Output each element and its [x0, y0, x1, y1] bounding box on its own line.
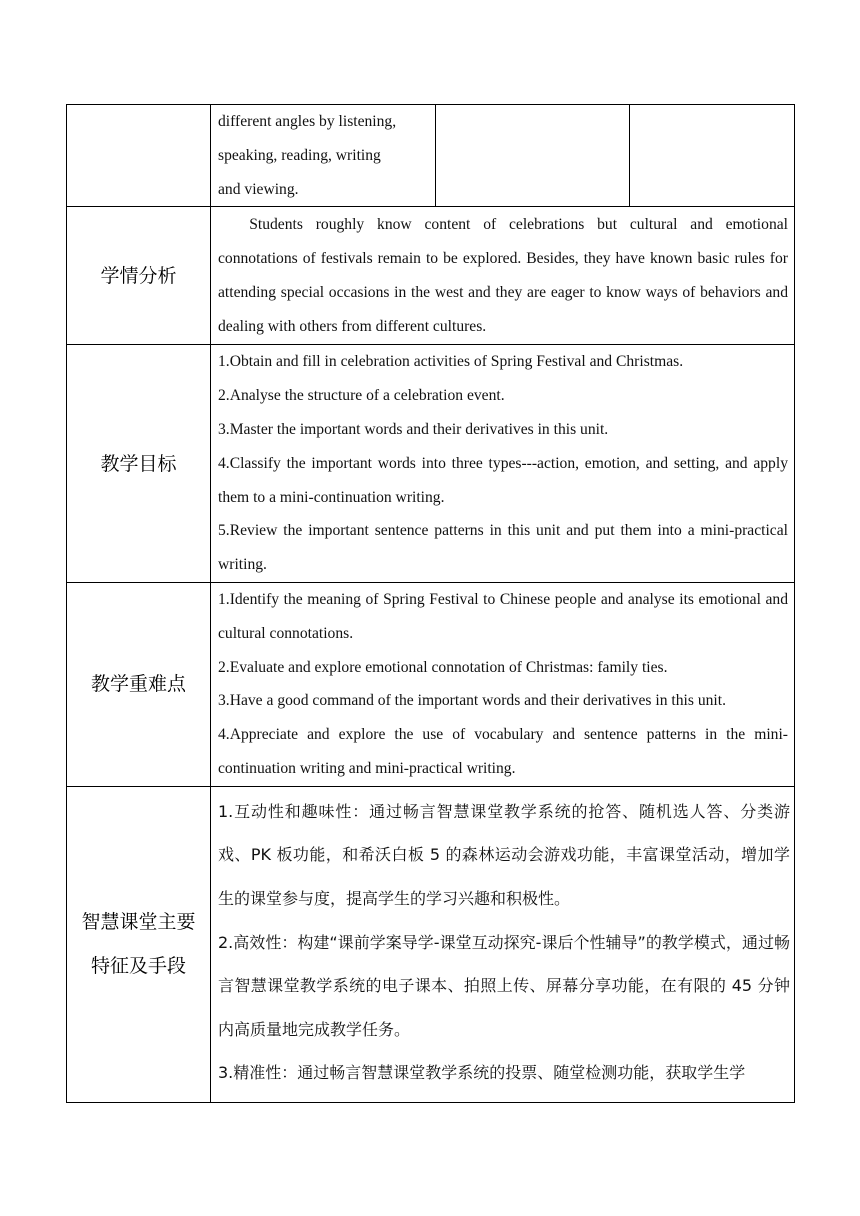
learning-analysis-label: 学情分析: [67, 207, 211, 345]
key-points-label: 教学重难点: [67, 582, 211, 786]
smart-classroom-label-line: 智慧课堂主要: [81, 911, 196, 934]
smart-classroom-label: [67, 786, 211, 1102]
learning-analysis-paragraph: Students roughly know content of celebrations but cultural and emotional connotations of festivals remain to be explored. Besides, they have known basic rules for attending special occasions in the west and they are eager to know ways of behaviors and dealing with others from different cultures.: [218, 216, 788, 335]
empty-cell: [630, 105, 795, 207]
learning-analysis-text: [211, 207, 795, 345]
key-point-item: 3.Have a good command of the important words and their derivatives in this unit.: [218, 692, 726, 710]
empty-cell: [436, 105, 630, 207]
key-point-item: 1.Identify the meaning of Spring Festival to Chinese people and analyse its emotional and cultural connotations.: [218, 590, 788, 642]
key-points-list: [211, 582, 795, 786]
table-row: [67, 786, 795, 1102]
table-row: [67, 345, 795, 583]
continuation-text-cell: [211, 105, 436, 207]
objective-item: 2.Analyse the structure of a celebration event.: [218, 387, 505, 405]
objective-item: 5.Review the important sentence patterns in this unit and put them into a mini-practical writing.: [218, 522, 788, 574]
objective-item: 3.Master the important words and their derivatives in this unit.: [218, 420, 609, 438]
smart-classroom-item: 2.高效性：构建“课前学案导学-课堂互动探究-课后个性辅导”的教学模式，通过畅言智慧课堂教学系统的电子课本、拍照上传、屏幕分享功能，在有限的 45 分钟内高质量地完成教学任务。: [218, 932, 790, 1039]
smart-classroom-item: 3.精准性：通过畅言智慧课堂教学系统的投票、随堂检测功能，获取学生学: [218, 1063, 746, 1083]
key-point-item: 4.Appreciate and explore the use of vocabulary and sentence patterns in the mini-continuation writing and mini-practical writing.: [218, 726, 788, 777]
objective-item: 1.Obtain and fill in celebration activities of Spring Festival and Christmas.: [218, 353, 684, 371]
empty-label-cell: [67, 105, 211, 207]
table-row: [67, 207, 795, 345]
key-point-item: 2.Evaluate and explore emotional connotation of Christmas: family ties.: [218, 658, 668, 676]
continuation-line: and viewing.: [218, 180, 299, 198]
objectives-label: 教学目标: [67, 345, 211, 583]
table-row: [67, 105, 795, 207]
objective-item: 4.Classify the important words into three types---action, emotion, and setting, and apply them to a mini-continuation writing.: [218, 454, 788, 506]
table-row: [67, 582, 795, 786]
smart-classroom-item: 1.互动性和趣味性：通过畅言智慧课堂教学系统的抢答、随机选人答、分类游戏、PK 板功能，和希沃白板 5 的森林运动会游戏功能，丰富课堂活动，增加学生的课堂参与度，提高学生的学习兴趣和积极性。: [218, 801, 790, 908]
objectives-list: [211, 345, 795, 583]
continuation-line: different angles by listening,: [218, 113, 397, 130]
continuation-line: speaking, reading, writing: [218, 146, 381, 164]
lesson-plan-table: [66, 104, 795, 1103]
smart-classroom-label-line: 特征及手段: [90, 955, 186, 978]
smart-classroom-list: [211, 786, 795, 1102]
